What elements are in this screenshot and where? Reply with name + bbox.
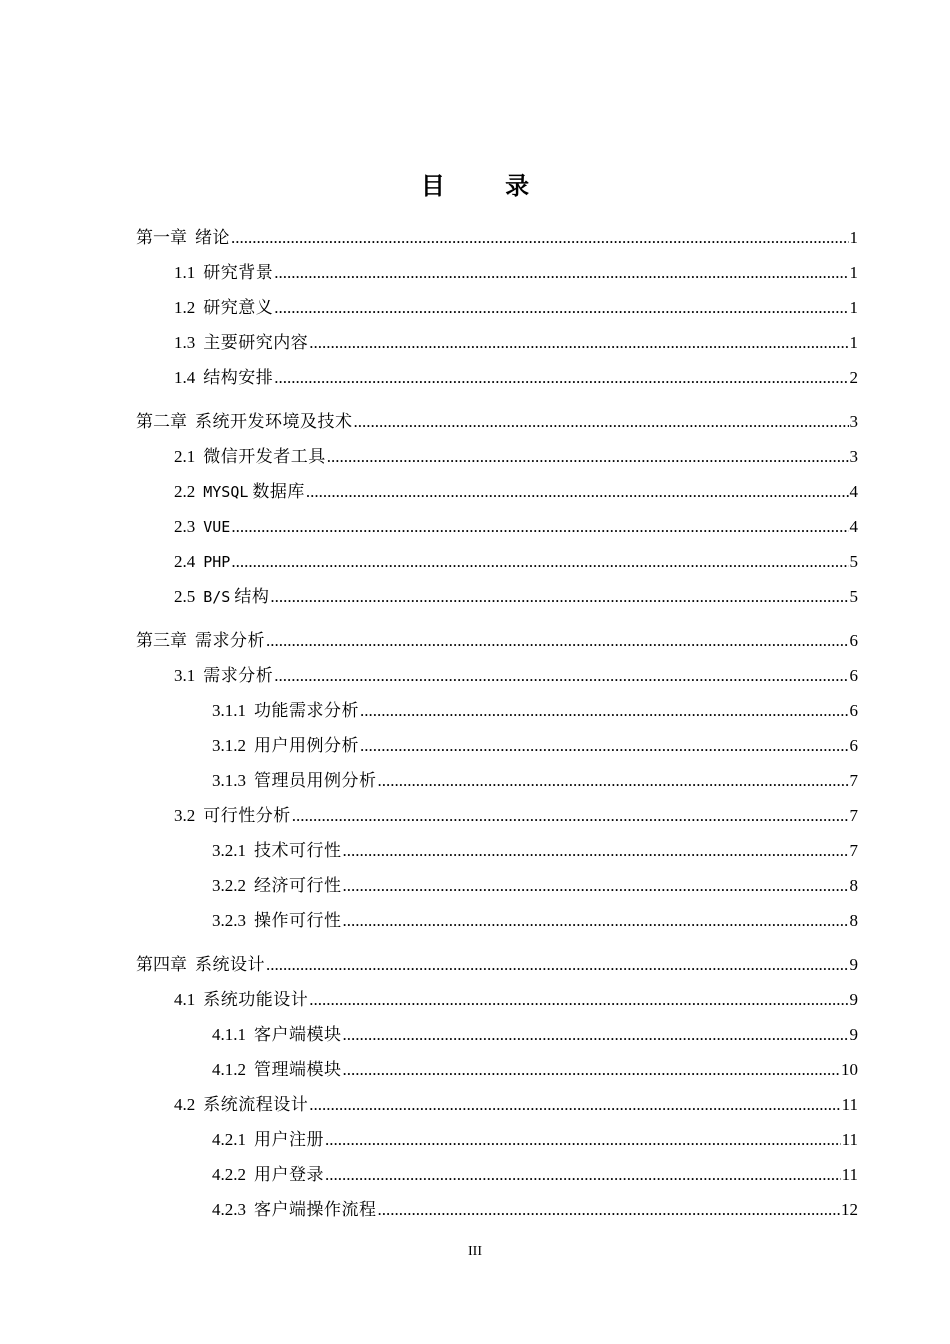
dot-leader xyxy=(343,905,849,937)
toc-entry-page: 8 xyxy=(849,876,858,895)
toc-entry-title: 结构安排 xyxy=(203,368,274,387)
toc-entry-label xyxy=(174,546,230,578)
toc-entry-label xyxy=(212,1124,324,1156)
toc-entry-number: 1.3 xyxy=(174,333,196,352)
dot-leader xyxy=(325,1124,841,1156)
dot-leader xyxy=(270,581,848,613)
toc-entry-title: 经济可行性 xyxy=(254,876,342,895)
toc-chapter-entry[interactable] xyxy=(0,406,950,441)
toc-section-entry[interactable] xyxy=(0,835,950,870)
dot-leader xyxy=(309,984,848,1016)
toc-entry-title: 系统开发环境及技术 xyxy=(195,412,353,431)
toc-entry-number: 2.5 xyxy=(174,587,196,606)
toc-entry-title: 研究背景 xyxy=(203,263,274,282)
toc-section-entry[interactable] xyxy=(0,870,950,905)
toc-entry-title: 微信开发者工具 xyxy=(203,447,326,466)
toc-entry-page: 6 xyxy=(849,701,858,720)
toc-entry-title: 系统功能设计 xyxy=(203,990,309,1009)
dot-leader xyxy=(309,1089,840,1121)
toc-entry-label xyxy=(174,511,230,543)
toc-section-entry[interactable] xyxy=(0,765,950,800)
toc-entry-title: 系统流程设计 xyxy=(203,1095,309,1114)
dot-leader xyxy=(378,1194,841,1226)
toc-entry-title: 系统设计 xyxy=(195,955,265,974)
dot-leader xyxy=(378,765,849,797)
toc-entry-term: MYSQL xyxy=(203,483,249,501)
dot-leader xyxy=(306,476,849,508)
toc-entry-label xyxy=(212,695,359,727)
toc-entry-page: 6 xyxy=(849,736,858,755)
toc-entry-title: 操作可行性 xyxy=(254,911,342,930)
dot-leader xyxy=(343,870,849,902)
toc-entry-page: 3 xyxy=(849,412,858,431)
toc-entry-label xyxy=(174,660,273,692)
toc-entry-title: 需求分析 xyxy=(203,666,274,685)
toc-entry-number: 第一章 xyxy=(136,228,187,247)
toc-entry-number: 3.2 xyxy=(174,806,196,825)
toc-section-entry[interactable] xyxy=(0,362,950,397)
toc-section-entry[interactable] xyxy=(0,984,950,1019)
toc-entry-number: 第四章 xyxy=(136,955,187,974)
toc-entry-page: 9 xyxy=(849,990,858,1009)
toc-entry-number: 1.1 xyxy=(174,263,196,282)
toc-entry-label xyxy=(174,327,308,359)
toc-chapter-entry[interactable] xyxy=(0,625,950,660)
toc-entry-number: 3.1 xyxy=(174,666,196,685)
toc-entry-number: 4.2 xyxy=(174,1095,196,1114)
toc-section-entry[interactable] xyxy=(0,1124,950,1159)
toc-entry-label xyxy=(136,625,265,657)
toc-section-entry[interactable] xyxy=(0,1019,950,1054)
dot-leader xyxy=(274,362,848,394)
toc-section-entry[interactable] xyxy=(0,581,950,616)
toc-entry-number: 3.1.1 xyxy=(212,701,246,720)
toc-entry-title: 管理端模块 xyxy=(254,1060,342,1079)
toc-section-entry[interactable] xyxy=(0,660,950,695)
toc-entry-page: 7 xyxy=(849,806,858,825)
toc-entry-page: 6 xyxy=(849,666,858,685)
toc-section-entry[interactable] xyxy=(0,476,950,511)
toc-entry-number: 2.1 xyxy=(174,447,196,466)
toc-entry-label xyxy=(174,257,273,289)
toc-entry-label xyxy=(136,222,230,254)
toc-entry-page: 4 xyxy=(849,517,858,536)
toc-entry-title: 用户登录 xyxy=(254,1165,324,1184)
dot-leader xyxy=(343,1054,841,1086)
toc-entry-number: 第二章 xyxy=(136,412,187,431)
dot-leader xyxy=(354,406,849,438)
toc-entry-term: B/S xyxy=(203,588,231,606)
toc-entry-number: 2.4 xyxy=(174,552,196,571)
dot-leader xyxy=(266,949,849,981)
toc-entry-page: 1 xyxy=(849,263,858,282)
dot-leader xyxy=(325,1159,841,1191)
toc-entry-title: 需求分析 xyxy=(195,631,265,650)
dot-leader xyxy=(343,835,849,867)
toc-entry-number: 2.2 xyxy=(174,482,196,501)
toc-entry-label xyxy=(212,1194,377,1226)
toc-section-entry[interactable] xyxy=(0,695,950,730)
toc-entry-title: 用户用例分析 xyxy=(254,736,359,755)
toc-entry-page: 9 xyxy=(849,1025,858,1044)
toc-entry-number: 1.2 xyxy=(174,298,196,317)
toc-entry-title: 用户注册 xyxy=(254,1130,324,1149)
toc-entry-title: 管理员用例分析 xyxy=(254,771,377,790)
toc-entry-label xyxy=(136,949,265,981)
dot-leader xyxy=(327,441,849,473)
dot-leader xyxy=(360,730,849,762)
toc-section-entry[interactable] xyxy=(0,905,950,940)
toc-entry-number: 3.2.2 xyxy=(212,876,246,895)
dot-leader xyxy=(343,1019,849,1051)
toc-entry-label xyxy=(174,800,291,832)
toc-entry-number: 4.2.3 xyxy=(212,1200,246,1219)
dot-leader xyxy=(309,327,848,359)
toc-entry-page: 7 xyxy=(849,841,858,860)
toc-section-entry[interactable] xyxy=(0,292,950,327)
toc-entry-term: PHP xyxy=(203,553,231,571)
dot-leader xyxy=(274,292,848,324)
toc-section-entry[interactable] xyxy=(0,1054,950,1089)
toc-entry-page: 8 xyxy=(849,911,858,930)
toc-section-entry[interactable] xyxy=(0,1089,950,1124)
table-of-contents xyxy=(0,222,950,1229)
toc-chapter-entry[interactable] xyxy=(0,222,950,257)
toc-entry-page: 1 xyxy=(849,298,858,317)
toc-entry-page: 10 xyxy=(841,1060,858,1079)
toc-entry-title: 功能需求分析 xyxy=(254,701,359,720)
toc-entry-title: 客户端模块 xyxy=(254,1025,342,1044)
toc-entry-number: 4.2.1 xyxy=(212,1130,246,1149)
dot-leader xyxy=(274,257,848,289)
toc-entry-page: 4 xyxy=(849,482,858,501)
dot-leader xyxy=(266,625,849,657)
dot-leader xyxy=(274,660,848,692)
toc-entry-title: 数据库 xyxy=(252,482,305,501)
toc-entry-label xyxy=(212,1019,342,1051)
toc-entry-label xyxy=(174,362,273,394)
toc-entry-page: 11 xyxy=(841,1130,858,1149)
toc-entry-number: 4.2.2 xyxy=(212,1165,246,1184)
toc-entry-label xyxy=(174,581,269,613)
toc-section-entry[interactable] xyxy=(0,257,950,292)
toc-entry-page: 2 xyxy=(849,368,858,387)
toc-entry-number: 3.1.3 xyxy=(212,771,246,790)
toc-entry-page: 9 xyxy=(849,955,858,974)
dot-leader xyxy=(231,511,848,543)
toc-entry-label xyxy=(136,406,353,438)
toc-entry-number: 4.1.2 xyxy=(212,1060,246,1079)
toc-entry-title: 客户端操作流程 xyxy=(254,1200,377,1219)
page-number-footer: III xyxy=(468,1244,482,1259)
toc-entry-number: 3.1.2 xyxy=(212,736,246,755)
dot-leader xyxy=(231,222,849,254)
toc-entry-label xyxy=(174,1089,308,1121)
toc-entry-title: 主要研究内容 xyxy=(203,333,309,352)
toc-entry-number: 第三章 xyxy=(136,631,187,650)
toc-entry-title: 可行性分析 xyxy=(203,806,291,825)
toc-entry-label xyxy=(212,870,342,902)
toc-entry-number: 3.2.3 xyxy=(212,911,246,930)
dot-leader xyxy=(292,800,849,832)
toc-section-entry[interactable] xyxy=(0,441,950,476)
toc-entry-label xyxy=(212,730,359,762)
toc-entry-label xyxy=(212,1054,342,1086)
toc-section-entry[interactable] xyxy=(0,1159,950,1194)
toc-chapter-entry[interactable] xyxy=(0,949,950,984)
toc-entry-page: 7 xyxy=(849,771,858,790)
toc-entry-number: 4.1.1 xyxy=(212,1025,246,1044)
toc-entry-title: 研究意义 xyxy=(203,298,274,317)
toc-section-entry[interactable] xyxy=(0,511,950,546)
toc-entry-label xyxy=(212,765,377,797)
toc-entry-number: 2.3 xyxy=(174,517,196,536)
toc-entry-label xyxy=(174,292,273,324)
toc-section-entry[interactable] xyxy=(0,546,950,581)
toc-entry-page: 12 xyxy=(841,1200,858,1219)
toc-entry-number: 1.4 xyxy=(174,368,196,387)
toc-entry-label xyxy=(174,984,308,1016)
toc-section-entry[interactable] xyxy=(0,1194,950,1229)
toc-entry-page: 3 xyxy=(849,447,858,466)
toc-entry-title: 绪论 xyxy=(195,228,230,247)
toc-entry-label xyxy=(212,835,342,867)
toc-entry-label xyxy=(212,1159,324,1191)
dot-leader xyxy=(231,546,848,578)
page-title: 目 录 xyxy=(420,172,556,201)
toc-entry-term: VUE xyxy=(203,518,231,536)
toc-entry-page: 5 xyxy=(849,552,858,571)
toc-entry-page: 1 xyxy=(849,333,858,352)
toc-entry-page: 6 xyxy=(849,631,858,650)
toc-entry-label xyxy=(174,476,305,508)
toc-entry-number: 4.1 xyxy=(174,990,196,1009)
toc-entry-page: 1 xyxy=(849,228,858,247)
toc-entry-page: 11 xyxy=(841,1165,858,1184)
toc-section-entry[interactable] xyxy=(0,730,950,765)
toc-section-entry[interactable] xyxy=(0,800,950,835)
toc-entry-title: 技术可行性 xyxy=(254,841,342,860)
toc-entry-label xyxy=(174,441,326,473)
toc-entry-title: 结构 xyxy=(234,587,270,606)
dot-leader xyxy=(360,695,849,727)
toc-entry-number: 3.2.1 xyxy=(212,841,246,860)
toc-entry-page: 5 xyxy=(849,587,858,606)
toc-section-entry[interactable] xyxy=(0,327,950,362)
toc-entry-label xyxy=(212,905,342,937)
toc-entry-page: 11 xyxy=(841,1095,858,1114)
